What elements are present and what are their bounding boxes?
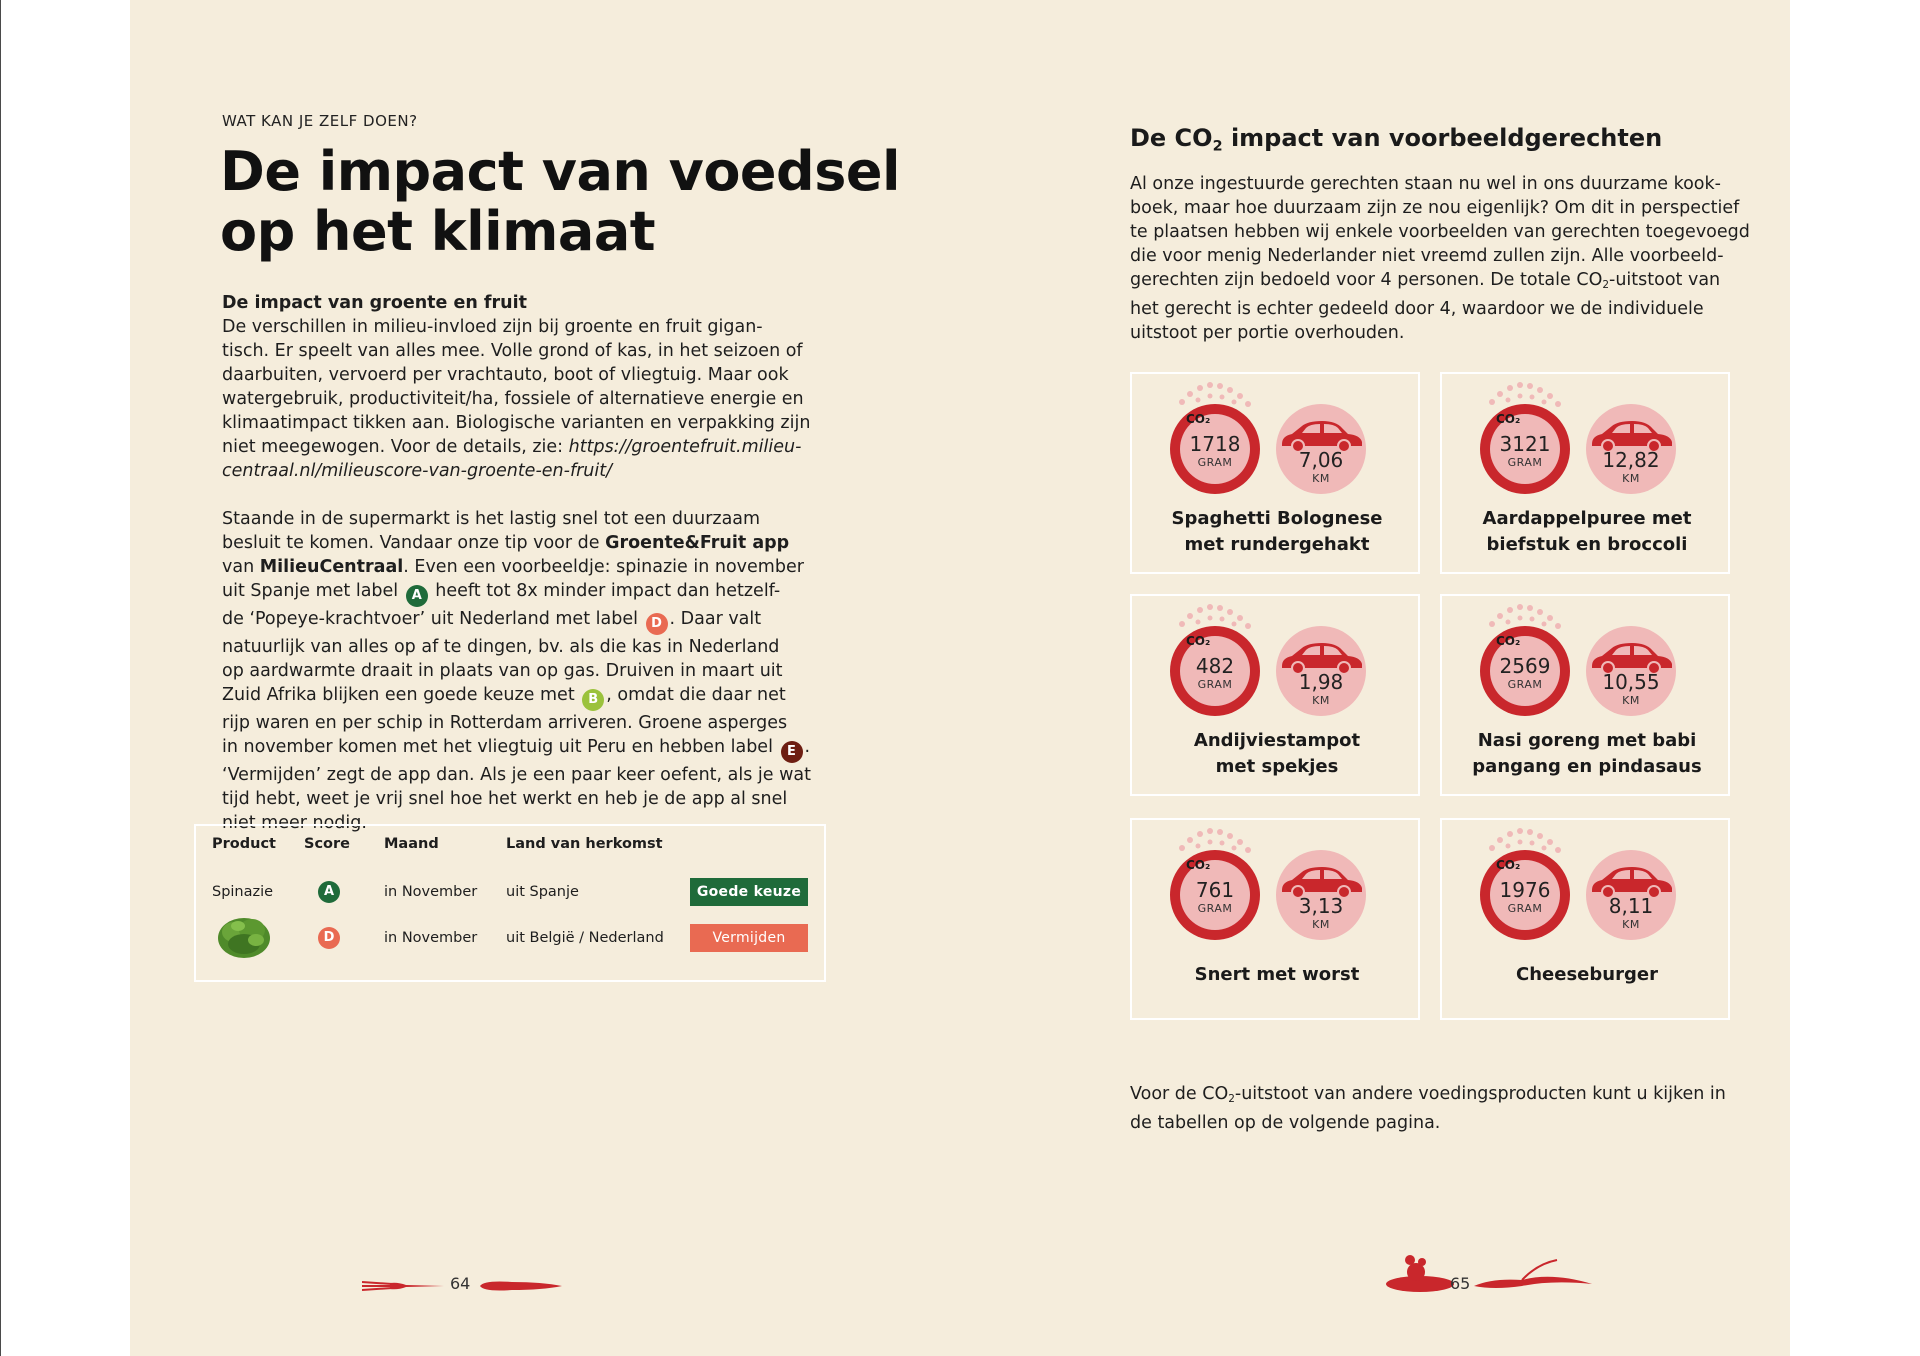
km-value: 12,82 xyxy=(1602,448,1660,472)
row1-month: in November xyxy=(384,884,478,900)
dish-name-line: biefstuk en broccoli xyxy=(1486,534,1688,555)
intro-paragraph: Al onze ingestuurde gerechten staan nu wel in ons duurzame kook- boek, maar hoe duurzaam zijn ze nou eigenlijk? Om dit in perspectief te plaatsen hebben wij enkele voorbeelden van gerechten toegevoegd die voor menig Nederlander niet vreemd zullen zijn. Alle voorbeeld- gerechten zijn bedoeld voor 4 personen. De totale CO2-uitstoot van het gerecht is echter gedeeld door 4, waardoor we de individuele uitstoot per portie overhouden. xyxy=(1130,174,1750,344)
co2-cloud-icon xyxy=(1170,404,1260,494)
dish-name-line: Nasi goreng met babi xyxy=(1477,730,1697,751)
vegetable-ornament-icon xyxy=(1382,1250,1592,1298)
co2-cloud-icon xyxy=(1480,626,1570,716)
car-km-badge xyxy=(1276,626,1366,716)
row1-origin: uit Spanje xyxy=(506,884,579,900)
gram-unit: GRAM xyxy=(1197,678,1233,691)
co2-label: CO₂ xyxy=(1186,858,1211,872)
co2-grams-value: 1718 xyxy=(1189,432,1241,456)
km-unit: KM xyxy=(1622,918,1640,931)
page-edge-line xyxy=(0,0,1,1356)
km-value: 3,13 xyxy=(1298,894,1344,918)
score-d-badge: D xyxy=(318,927,340,949)
para1-line: daarbuiten, vervoerd per vrachtauto, boot of vliegtuig. Maar ook xyxy=(222,365,789,385)
dish-name-line: Aardappelpuree met xyxy=(1482,508,1692,529)
label-a-badge: A xyxy=(406,585,428,607)
example-table xyxy=(194,824,826,982)
dish-card xyxy=(1130,372,1420,574)
para1-line: tisch. Er speelt van alles mee. Volle grond of kas, in het seizoen of xyxy=(222,341,803,361)
km-unit: KM xyxy=(1622,694,1640,707)
km-value: 1,98 xyxy=(1298,670,1344,694)
gram-unit: GRAM xyxy=(1197,902,1233,915)
co2-label: CO₂ xyxy=(1186,634,1211,648)
page-title xyxy=(220,142,900,262)
dish-name-line: pangang en pindasaus xyxy=(1472,756,1702,777)
p2-line: Staande in de supermarkt is het lastig snel tot een duurzaam xyxy=(222,509,761,529)
dish-name xyxy=(1132,962,1422,988)
row1-score xyxy=(316,880,342,903)
section-groente-fruit xyxy=(222,291,811,483)
section-heading: De impact van groente en fruit xyxy=(222,293,527,313)
row2-origin: uit België / Nederland xyxy=(506,930,664,946)
km-unit: KM xyxy=(1622,472,1640,485)
title-line-2: op het klimaat xyxy=(220,200,656,263)
gram-unit: GRAM xyxy=(1197,456,1233,469)
dish-card xyxy=(1130,594,1420,796)
car-km-badge xyxy=(1276,850,1366,940)
co2-grams-value: 761 xyxy=(1195,878,1235,902)
page-number-left: 64 xyxy=(450,1274,471,1293)
p2-line: Zuid Afrika blijken een goede keuze met B , omdat die daar net xyxy=(222,683,802,711)
para1-line: watergebruik, productiviteit/ha, fossiele of alternatieve energie en xyxy=(222,389,804,409)
header-product: Product xyxy=(212,836,276,852)
km-value: 10,55 xyxy=(1602,670,1660,694)
p2-line: ‘Vermijden’ zegt de app dan. Als je een paar keer oefent, als je wat xyxy=(222,765,812,785)
p2-line: besluit te komen. Vandaar onze tip voor de Groente&Fruit app xyxy=(222,533,790,553)
km-unit: KM xyxy=(1312,472,1330,485)
dish-card xyxy=(1440,818,1730,1020)
row1-product: Spinazie xyxy=(212,884,274,900)
dish-name xyxy=(1132,506,1422,558)
vermijden-tag: Vermijden xyxy=(690,924,808,952)
link-continued xyxy=(222,459,802,483)
section-title-co2: De $CO_2$ impact van voorbeeldgerechten xyxy=(1130,124,1663,155)
para1-line-with-link: niet meegewogen. Voor de details, zie: https://groentefruit.milieu- xyxy=(222,437,802,457)
dish-name xyxy=(1442,728,1732,780)
score-a-badge: A xyxy=(318,881,340,903)
co2-grams-value: 1976 xyxy=(1499,878,1551,902)
km-unit: KM xyxy=(1312,694,1330,707)
km-unit: KM xyxy=(1312,918,1330,931)
car-km-badge xyxy=(1586,404,1676,494)
para1-line: klimaatimpact tikken aan. Biologische varianten en verpakking zijn xyxy=(222,413,811,433)
car-km-badge xyxy=(1586,850,1676,940)
car-km-badge xyxy=(1586,626,1676,716)
p2-line: in november komen met het vliegtuig uit Peru en hebben label E . xyxy=(222,735,802,763)
kicker: WAT KAN JE ZELF DOEN? xyxy=(222,112,418,130)
dish-card xyxy=(1440,372,1730,574)
p2-line: tijd hebt, weet je vrij snel hoe het werkt en heb je de app al snel xyxy=(222,789,788,809)
label-d-badge: D xyxy=(646,613,668,635)
co2-grams-value: 482 xyxy=(1195,654,1235,678)
km-value: 8,11 xyxy=(1608,894,1654,918)
title-line-1: De impact van voedsel xyxy=(220,140,900,203)
p2-line: van MilieuCentraal. Even een voorbeeldje: spinazie in november xyxy=(222,557,804,577)
co2-label: CO₂ xyxy=(1496,858,1521,872)
co2-cloud-icon xyxy=(1480,404,1570,494)
p2-line: op aardwarmte draait in plaats van op gas. Druiven in maart uit xyxy=(222,661,783,681)
dish-name-line: Spaghetti Bolognese xyxy=(1171,508,1383,529)
dish-card xyxy=(1440,594,1730,796)
p2-line: rijp waren en per schip in Rotterdam arriveren. Groene asperges xyxy=(222,713,788,733)
footer-note: Voor de CO2-uitstoot van andere voedingsproducten kunt u kijken in de tabellen op de volgende pagina. xyxy=(1130,1084,1726,1134)
para1-line: De verschillen in milieu-invloed zijn bij groente en fruit gigan- xyxy=(222,317,763,337)
page-number-right: 65 xyxy=(1450,1274,1471,1293)
co2-cloud-icon xyxy=(1170,850,1260,940)
spinach-image xyxy=(216,908,272,960)
co2-cloud-icon xyxy=(1170,626,1260,716)
header-month: Maand xyxy=(384,836,439,852)
p2-line: de ‘Popeye-krachtvoer’ uit Nederland met label D . Daar valt xyxy=(222,607,802,635)
dish-name-line: met spekjes xyxy=(1215,756,1339,777)
dish-card xyxy=(1130,818,1420,1020)
p2-line: uit Spanje met label A heeft tot 8x minder impact dan hetzelf- xyxy=(222,579,802,607)
p2-line: niet meer nodig. xyxy=(222,813,367,833)
gram-unit: GRAM xyxy=(1507,456,1543,469)
co2-label: CO₂ xyxy=(1496,412,1521,426)
dish-name-line: Snert met worst xyxy=(1194,964,1360,985)
section-app-tip xyxy=(222,507,812,835)
row2-score xyxy=(316,926,342,949)
co2-grams-value: 2569 xyxy=(1499,654,1551,678)
co2-cloud-icon xyxy=(1480,850,1570,940)
co2-label: CO₂ xyxy=(1496,634,1521,648)
gram-unit: GRAM xyxy=(1507,678,1543,691)
header-origin: Land van herkomst xyxy=(506,836,663,852)
dish-name-line: met rundergehakt xyxy=(1184,534,1370,555)
car-km-badge xyxy=(1276,404,1366,494)
gram-unit: GRAM xyxy=(1507,902,1543,915)
milieucentraal-link-cont[interactable]: centraal.nl/milieuscore-van-groente-en-fruit/ xyxy=(222,461,613,481)
co2-label: CO₂ xyxy=(1186,412,1211,426)
p2-line: natuurlijk van alles op af te dingen, bv. als die kas in Nederland xyxy=(222,637,780,657)
km-value: 7,06 xyxy=(1298,448,1344,472)
dish-name-line: Cheeseburger xyxy=(1516,964,1658,985)
row2-month: in November xyxy=(384,930,478,946)
label-b-badge: B xyxy=(582,689,604,711)
dish-name xyxy=(1132,728,1422,780)
header-score: Score xyxy=(304,836,350,852)
dish-name-line: Andijviestampot xyxy=(1193,730,1361,751)
dish-name xyxy=(1442,506,1732,558)
co2-grams-value: 3121 xyxy=(1499,432,1551,456)
milieucentraal-link[interactable]: https://groentefruit.milieu- xyxy=(568,437,802,457)
goede-keuze-tag: Goede keuze xyxy=(690,878,808,906)
dish-name xyxy=(1442,962,1732,988)
label-e-badge: E xyxy=(781,741,803,763)
